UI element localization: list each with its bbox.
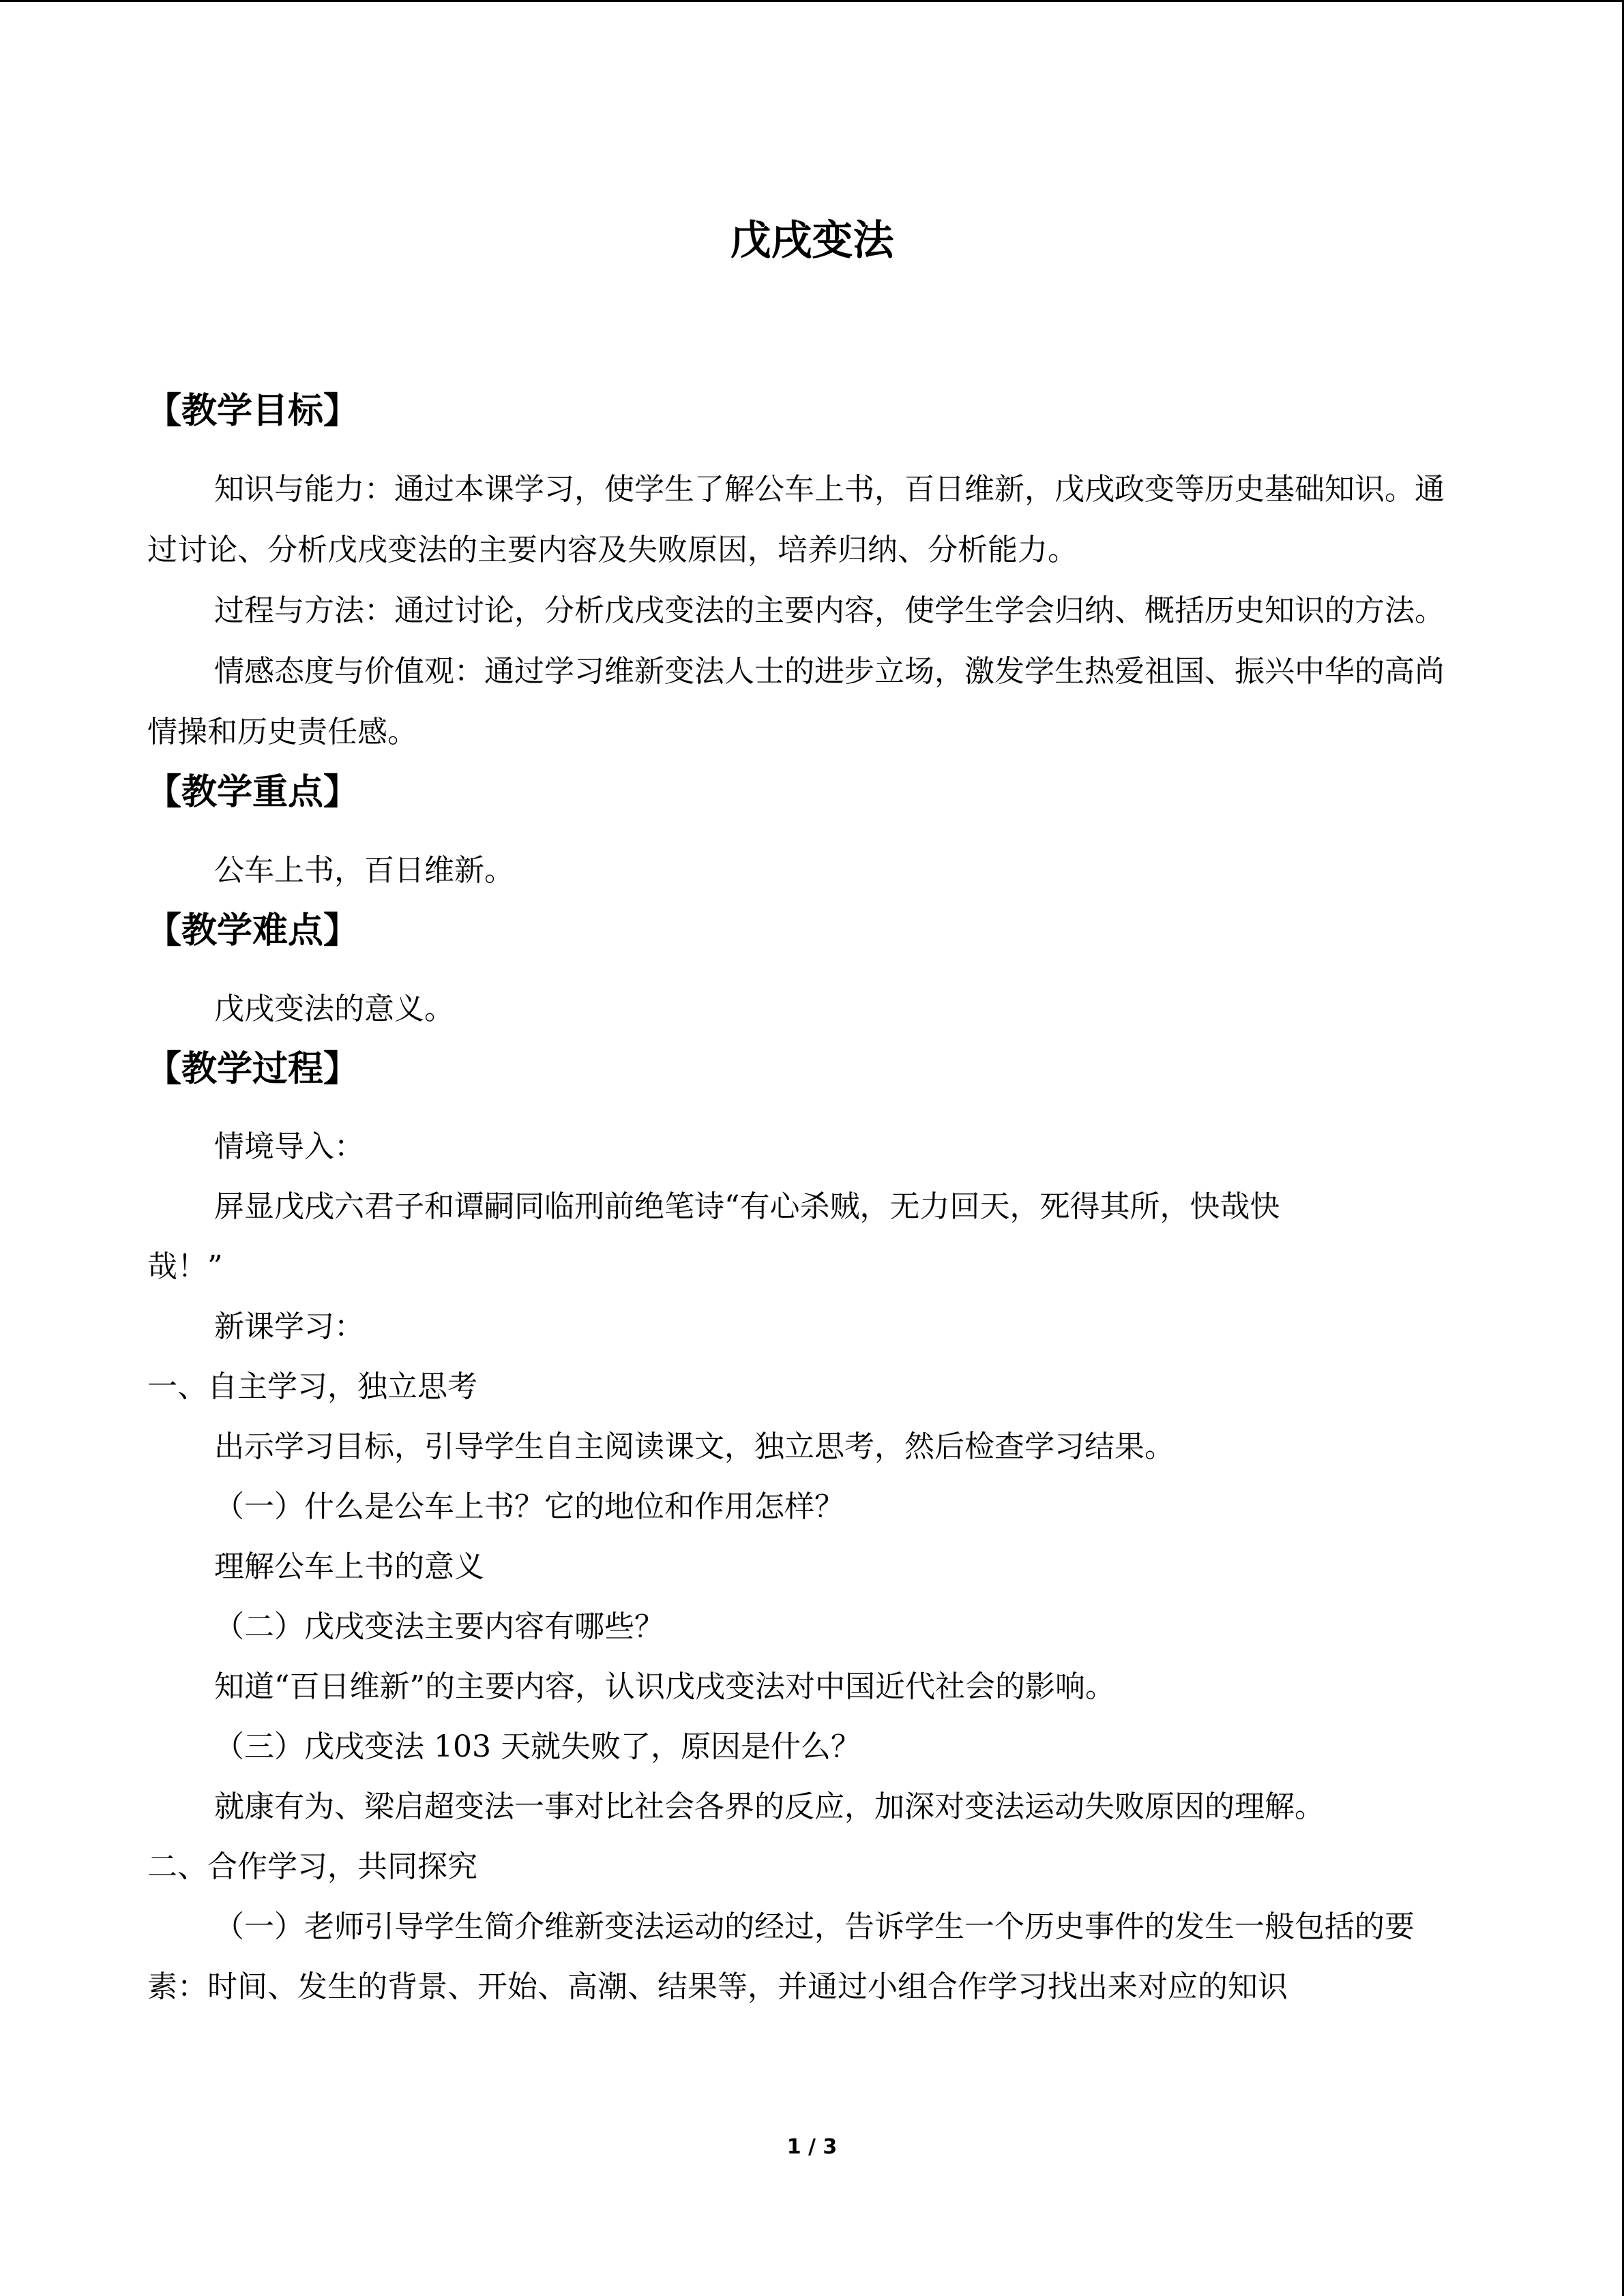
goals-knowledge-paragraph: 知识与能力：通过本课学习，使学生了解公车上书，百日维新，戊戌政变等历史基础知识。通过讨论、分析戊戌变法的主要内容及失败原因，培养归纳、分析能力。	[147, 472, 1445, 567]
page-indicator: 1 / 3	[786, 2135, 838, 2159]
section-heading-process: 【教学过程】	[146, 1049, 359, 1090]
part2-paragraph: （一）老师引导学生简介维新变法运动的经过，告诉学生一个历史事件的发生一般包括的要素：时间、发生的背景、开始、高潮、结果等，并通过小组合作学习找出来对应的知识	[147, 1909, 1415, 2004]
question-3-note: 就康有为、梁启超变法一事对比社会各界的反应，加深对变法运动失败原因的理解。	[214, 1789, 1325, 1824]
goals-values-paragraph: 情感态度与价值观：通过学习维新变法人士的进步立场，激发学生热爱祖国、振兴中华的高尚情操和历史责任感。	[147, 654, 1445, 749]
difficulties-paragraph: 戊戌变法的意义。	[214, 992, 454, 1026]
part2-title: 二、合作学习，共同探究	[147, 1849, 477, 1884]
goals-method-paragraph: 过程与方法：通过讨论，分析戊戌变法的主要内容，使学生学会归纳、概括历史知识的方法。	[214, 593, 1445, 628]
section-heading-key-points: 【教学重点】	[146, 772, 359, 813]
intro-label: 情境导入：	[214, 1129, 364, 1164]
new-lesson-label: 新课学习：	[214, 1309, 364, 1344]
document-title: 戊戌变法	[730, 217, 894, 265]
part1-title: 一、自主学习，独立思考	[147, 1369, 477, 1404]
document-body	[147, 384, 1457, 2017]
question-2: （二）戊戌变法主要内容有哪些？	[214, 1609, 664, 1644]
part1-description: 出示学习目标，引导学生自主阅读课文，独立思考，然后检查学习结果。	[214, 1429, 1175, 1464]
intro-text-line: 屏显戊戌六君子和谭嗣同临刑前绝笔诗“有心杀贼，无力回天，死得其所，快哉快	[214, 1189, 1280, 1224]
question-3: （三）戊戌变法 103 天就失败了，原因是什么？	[214, 1729, 861, 1764]
question-2-note: 知道“百日维新”的主要内容，认识戊戌变法对中国近代社会的影响。	[214, 1669, 1115, 1704]
section-heading-difficulties: 【教学难点】	[146, 910, 359, 951]
intro-text-line: 哉！”	[147, 1249, 223, 1284]
question-1: （一）什么是公车上书？它的地位和作用怎样？	[214, 1489, 844, 1524]
section-heading-goals: 【教学目标】	[146, 391, 359, 432]
question-1-note: 理解公车上书的意义	[214, 1549, 484, 1584]
key-points-paragraph: 公车上书，百日维新。	[214, 853, 514, 888]
